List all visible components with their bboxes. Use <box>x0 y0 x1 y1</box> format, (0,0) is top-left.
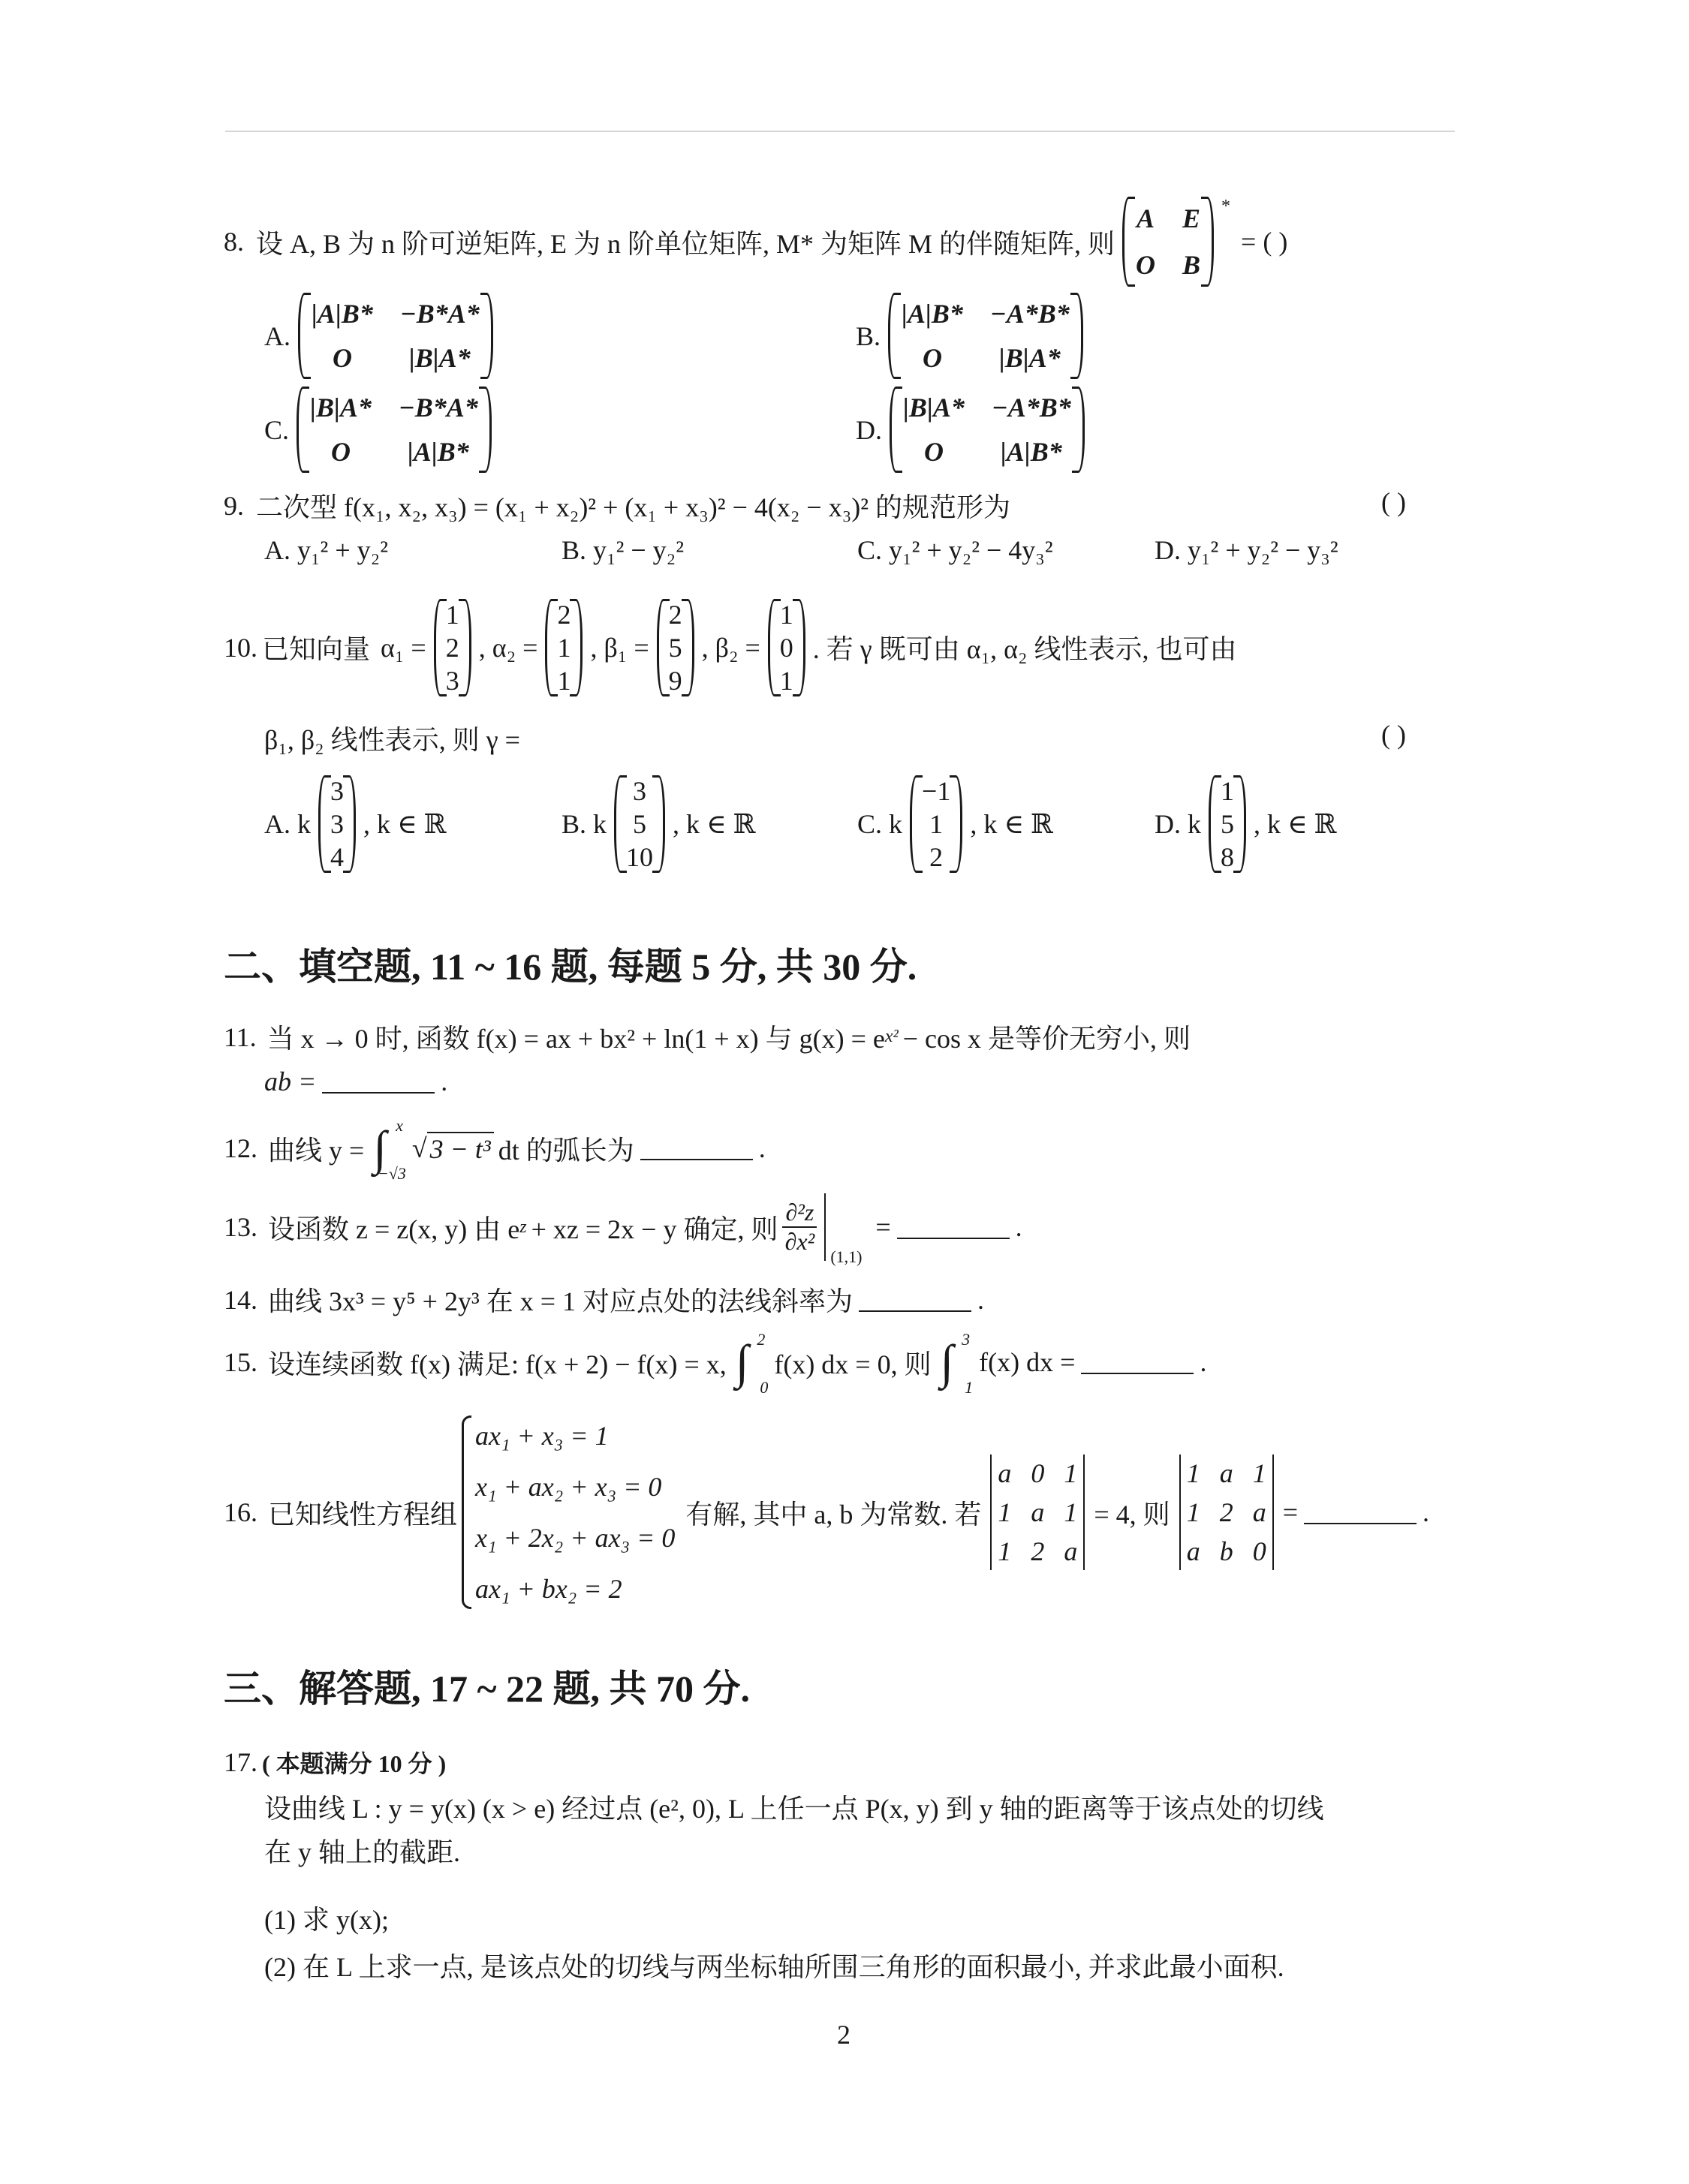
q9-option-a[interactable]: A. y₁² + y₂² <box>264 535 388 565</box>
question-stem: 曲线 y = <box>268 1135 365 1166</box>
q11-answer-line <box>264 1066 447 1097</box>
question-stem: 设函数 z = z(x, y) 由 e <box>268 1214 520 1244</box>
matrix-entry: a <box>1064 1536 1078 1566</box>
matrix-entry: 0 <box>779 632 793 663</box>
vector-name: , α₂ = <box>478 632 538 663</box>
matrix-entry: 1 <box>998 1497 1012 1527</box>
q8-option-b[interactable] <box>856 293 1086 379</box>
equation: x₁ + ax₂ + x₃ = 0 <box>475 1472 662 1502</box>
vector-name: , β₁ = <box>590 632 649 663</box>
matrix-entry: |A|B* <box>407 437 469 468</box>
matrix-entry: 2 <box>668 599 682 630</box>
matrix-entry: 4 <box>330 841 344 872</box>
matrix-entry: 3 <box>445 665 459 696</box>
question-15 <box>224 1330 1207 1397</box>
question-stem: 曲线 3x³ = y⁵ + 2y³ 在 x = 1 对应点处的法线斜率为 <box>268 1286 854 1316</box>
section-heading-fill-in: 二、填空题, 11 ~ 16 题, 每题 5 分, 共 30 分. <box>224 946 917 988</box>
matrix-entry: −A*B* <box>989 298 1070 329</box>
option-label: A. k <box>264 808 311 839</box>
question-stem: 二次型 f(x₁, x₂, x₃) = (x₁ + x₂)² + (x₁ + x₃)² − 4(x₂ − x₃)² 的规范形为 <box>256 492 1011 522</box>
matrix-entry: −B*A* <box>398 392 478 423</box>
question-stem: 设连续函数 f(x) 满足: f(x + 2) − f(x) = x, <box>268 1349 727 1379</box>
matrix-entry: b <box>1219 1536 1233 1566</box>
matrix-entry: 1 <box>1186 1497 1200 1527</box>
period: . <box>441 1066 448 1097</box>
matrix-entry: 1 <box>929 808 944 839</box>
matrix-entry: O <box>1136 250 1156 280</box>
evaluation-point: (1,1) <box>830 1247 863 1266</box>
option-label: D. <box>856 414 882 445</box>
lower-limit: −√3 <box>377 1164 406 1183</box>
question-stem-mid: = 4, 则 <box>1094 1499 1170 1530</box>
q10-option-a[interactable] <box>264 758 447 889</box>
option-suffix: , k ∈ ℝ <box>1254 808 1337 839</box>
question-number: 16. <box>224 1497 257 1527</box>
matrix-entry: 1 <box>1064 1497 1078 1527</box>
question-13 <box>224 1190 1022 1265</box>
section-heading-solutions: 三、解答题, 17 ~ 22 题, 共 70 分. <box>224 1668 751 1710</box>
matrix-entry: 3 <box>330 808 344 839</box>
matrix-entry: A <box>1137 203 1155 233</box>
matrix-entry: 2 <box>1219 1497 1233 1527</box>
matrix-entry: 3 <box>330 775 344 806</box>
option-label: C. <box>264 414 290 445</box>
header-rule <box>225 131 1455 132</box>
integral-sign: ∫ 3 1 <box>940 1330 974 1397</box>
q9-option-b[interactable]: B. y₁² − y₂² <box>561 535 685 565</box>
question-stem-tail: − cos x 是等价无穷小, 则 <box>902 1024 1191 1054</box>
matrix-entry: 2 <box>445 632 459 663</box>
question-number: 9. <box>224 490 244 521</box>
sqrt-sign: √ <box>411 1133 427 1163</box>
matrix-entry: 1 <box>998 1536 1012 1566</box>
question-stem-mid: f(x) dx = 0, 则 <box>774 1349 932 1379</box>
determinant-2 <box>1179 1458 1274 1567</box>
period: . <box>1015 1212 1022 1242</box>
matrix-entry: |B|A* <box>310 392 372 423</box>
question-stem: 设 A, B 为 n 阶可逆矩阵, E 为 n 阶单位矩阵, M* 为矩阵 M 的伴随矩阵, 则 <box>256 228 1115 259</box>
answer-prefix: ab = <box>264 1066 317 1097</box>
matrix-entry: 1 <box>445 599 459 630</box>
question-stem: 当 x → 0 时, 函数 f(x) = ax + bx² + ln(1 + x) 与 g(x) = e <box>266 1024 885 1054</box>
answer-blank[interactable] <box>1081 1350 1194 1374</box>
equation: x₁ + 2x₂ + ax₃ = 0 <box>475 1523 676 1553</box>
q8-option-a[interactable] <box>264 293 496 379</box>
matrix-entry: −A*B* <box>991 392 1071 423</box>
matrix-entry: 5 <box>668 632 682 663</box>
matrix-entry: 1 <box>557 665 571 696</box>
question-17-part-2: (2) 在 L 上求一点, 是该点处的切线与两坐标轴所围三角形的面积最小, 并求此最小面积. <box>264 1952 1284 1982</box>
vector-beta2 <box>768 599 805 696</box>
option-matrix <box>888 293 1083 379</box>
matrix-entry: 1 <box>1221 775 1234 806</box>
matrix-entry: |A|B* <box>902 298 963 329</box>
matrix-entry: a <box>1252 1497 1266 1527</box>
block-matrix <box>1122 197 1214 287</box>
question-stem-tail: dt 的弧长为 <box>498 1135 634 1166</box>
matrix-entry: −B*A* <box>399 298 480 329</box>
option-matrix <box>297 387 492 473</box>
upper-limit: x <box>396 1116 403 1135</box>
question-10 <box>224 582 1237 713</box>
second-partial-derivative <box>782 1199 817 1256</box>
option-vector <box>614 775 665 873</box>
matrix-entry: 2 <box>557 599 571 630</box>
matrix-entry: a <box>998 1458 1012 1488</box>
matrix-entry: O <box>922 343 942 374</box>
vector-alpha1 <box>434 599 471 696</box>
answer-blank[interactable] <box>897 1215 1010 1239</box>
integral-sign: ∫ 2 0 <box>735 1330 769 1397</box>
matrix-entry: 1 <box>1186 1458 1200 1488</box>
matrix-entry: a <box>1219 1458 1233 1488</box>
matrix-entry: 5 <box>633 808 647 839</box>
matrix-entry: 5 <box>1221 808 1234 839</box>
period: . <box>1200 1347 1207 1377</box>
answer-bracket: = ( ) <box>1241 227 1288 257</box>
question-number: 8. <box>224 227 244 257</box>
q10-option-c[interactable] <box>857 758 1053 889</box>
matrix-entry: O <box>330 437 351 468</box>
q10-option-b[interactable] <box>561 758 756 889</box>
question-number: 10. <box>224 632 257 663</box>
period: . <box>1423 1497 1429 1527</box>
matrix-entry: 0 <box>1031 1458 1045 1488</box>
upper-limit: 2 <box>757 1330 766 1349</box>
question-stem-line2: β₁, β₂ 线性表示, 则 γ = <box>264 725 520 755</box>
option-matrix <box>890 387 1085 473</box>
question-17-part-1: (1) 求 y(x); <box>264 1905 389 1935</box>
matrix-entry: 3 <box>633 775 647 806</box>
matrix-entry: 1 <box>1252 1458 1266 1488</box>
q9-option-c[interactable]: C. y₁² + y₂² − 4y₃² <box>857 535 1053 565</box>
question-number: 11. <box>224 1021 257 1052</box>
option-label: A. <box>264 320 291 351</box>
answer-blank[interactable] <box>322 1069 435 1094</box>
answer-blank[interactable] <box>1304 1500 1417 1524</box>
matrix-entry: 8 <box>1221 841 1234 872</box>
answer-blank[interactable] <box>859 1288 971 1312</box>
question-stem-tail: f(x) dx = <box>979 1347 1076 1377</box>
question-12 <box>224 1116 766 1183</box>
matrix-entry: −1 <box>922 775 951 806</box>
matrix-entry: 9 <box>668 665 682 696</box>
answer-bracket: ( ) <box>1381 487 1406 517</box>
fraction-numerator: ∂²z <box>782 1199 817 1228</box>
radicand: 3 − t³ <box>427 1132 494 1165</box>
page-number: 2 <box>837 2020 851 2050</box>
equation: ax₁ + bx₂ = 2 <box>475 1574 622 1604</box>
option-suffix: , k ∈ ℝ <box>363 808 447 839</box>
integral-sign: ∫ x −√3 <box>373 1116 406 1183</box>
option-suffix: , k ∈ ℝ <box>673 808 756 839</box>
option-label: C. k <box>857 808 903 839</box>
exponent: z <box>519 1217 527 1237</box>
option-label: D. k <box>1155 808 1201 839</box>
matrix-entry: |B|A* <box>998 343 1061 374</box>
matrix-entry: 1 <box>779 665 793 696</box>
matrix-entry: 2 <box>1031 1536 1045 1566</box>
question-stem-mid: 有解, 其中 a, b 为常数. 若 <box>685 1499 982 1530</box>
period: . <box>758 1133 766 1163</box>
matrix-entry: |A|B* <box>1000 437 1062 468</box>
option-vector <box>318 775 356 873</box>
adjugate-star: * <box>1221 197 1231 216</box>
question-stem-tail: . 若 γ 既可由 α₁, α₂ 线性表示, 也可由 <box>812 634 1237 664</box>
equation-system <box>462 1420 675 1605</box>
question-17-stem: 设曲线 L : y = y(x) (x > e) 经过点 (e², 0), L 上任一点 P(x, y) 到 y 轴的距离等于该点处的切线 <box>264 1794 1324 1824</box>
answer-blank[interactable] <box>640 1136 753 1160</box>
question-stem: 已知线性方程组 <box>268 1499 458 1530</box>
question-number: 17. <box>224 1747 257 1777</box>
question-number: 14. <box>224 1284 257 1315</box>
equation: ax₁ + x₃ = 1 <box>475 1421 609 1451</box>
option-vector <box>910 775 962 873</box>
q9-option-d[interactable]: D. y₁² + y₂² − y₃² <box>1155 535 1338 565</box>
matrix-entry: 1 <box>779 599 793 630</box>
equals: = <box>1282 1497 1298 1527</box>
vector-beta1 <box>657 599 694 696</box>
question-17-header <box>224 1745 446 1779</box>
exponent: x² <box>884 1027 899 1046</box>
vector-name: α₁ = <box>381 632 426 663</box>
matrix-entry: |B|A* <box>903 392 965 423</box>
matrix-entry: a <box>1031 1497 1045 1527</box>
q8-option-c[interactable] <box>264 387 495 473</box>
matrix-entry: O <box>923 437 944 468</box>
q10-option-d[interactable] <box>1155 758 1337 889</box>
score-note: ( 本题满分 10 分 ) <box>262 1750 447 1777</box>
question-number: 12. <box>224 1133 257 1163</box>
q8-option-d[interactable] <box>856 387 1088 473</box>
answer-bracket: ( ) <box>1381 720 1406 750</box>
question-16 <box>224 1415 1429 1610</box>
lower-limit: 0 <box>760 1378 769 1397</box>
question-14 <box>224 1280 984 1319</box>
question-8 <box>224 197 1287 287</box>
matrix-entry: O <box>332 343 352 374</box>
matrix-entry: E <box>1182 203 1201 233</box>
option-vector <box>1209 775 1246 873</box>
matrix-entry: 2 <box>929 841 944 872</box>
matrix-entry: 0 <box>1252 1536 1266 1566</box>
question-11 <box>224 1018 1191 1056</box>
vector-alpha2 <box>545 599 583 696</box>
matrix-entry: |B|A* <box>408 343 471 374</box>
fraction-denominator: ∂x² <box>784 1228 815 1255</box>
option-matrix <box>298 293 493 379</box>
matrix-entry: 1 <box>1064 1458 1078 1488</box>
lower-limit: 1 <box>965 1378 974 1397</box>
option-suffix: , k ∈ ℝ <box>970 808 1053 839</box>
equals: = <box>875 1212 891 1242</box>
option-label: B. k <box>561 808 607 839</box>
matrix-entry: |A|B* <box>312 298 373 329</box>
period: . <box>977 1284 985 1315</box>
question-stem-tail: + xz = 2x − y 确定, 则 <box>531 1214 778 1244</box>
question-number: 15. <box>224 1347 257 1377</box>
question-9 <box>224 486 1010 525</box>
matrix-entry: a <box>1186 1536 1200 1566</box>
evaluation-bar <box>824 1193 871 1266</box>
question-stem: 已知向量 <box>262 634 371 664</box>
upper-limit: 3 <box>962 1330 971 1349</box>
determinant-1 <box>990 1458 1085 1567</box>
vector-name: , β₂ = <box>701 632 760 663</box>
matrix-entry: B <box>1182 250 1201 280</box>
option-label: B. <box>856 320 881 351</box>
matrix-entry: 10 <box>626 841 654 872</box>
question-17-stem-line2: 在 y 轴上的截距. <box>264 1837 461 1867</box>
matrix-entry: 1 <box>557 632 571 663</box>
question-number: 13. <box>224 1212 257 1242</box>
